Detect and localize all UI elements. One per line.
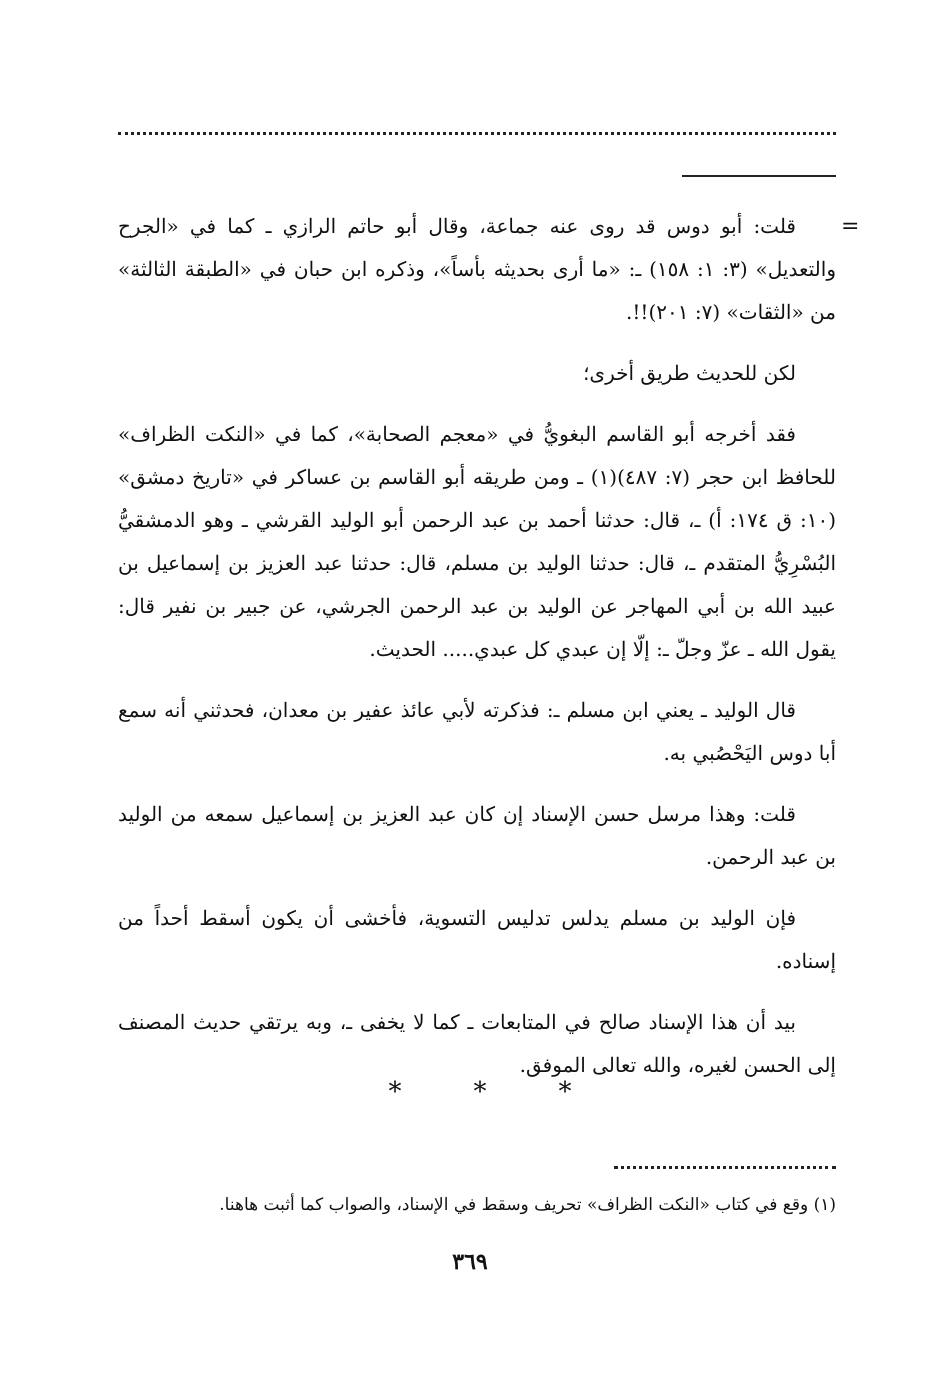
- paragraph-5: قلت: وهذا مرسل حسن الإسناد إن كان عبد العزيز بن إسماعيل سمعه من الوليد بن عبد الرحمن.: [118, 802, 836, 869]
- main-text: [118, 205, 836, 1105]
- paragraph-2: لكن للحديث طريق أخرى؛: [583, 361, 796, 385]
- page-number: ٣٦٩: [452, 1249, 488, 1275]
- footnote: (١) وقع في كتاب «النكت الظراف» تحريف وسقط في الإسناد، والصواب كما أثبت هاهنا.: [219, 1195, 836, 1215]
- footnote-dotted-rule: [614, 1166, 836, 1169]
- paragraph-4: قال الوليد ـ يعني ابن مسلم ـ: فذكرته لأبي عائذ عفير بن معدان، فحدثني أنه سمع أبا دوس اليَحْصُبي به.: [118, 698, 836, 765]
- paragraph-1: قلت: أبو دوس قد روى عنه جماعة، وقال أبو حاتم الرازي ـ كما في «الجرح والتعديل» (٣: ١: ١٥٨) ـ: «ما أرى بحديثه بأساً»، وذكره ابن حبان في «الطبقة الثالثة» من «الثقات» (٧: ٢٠١)!!.: [118, 214, 836, 324]
- separator-star: *: [388, 1077, 402, 1107]
- paragraph-7: بيد أن هذا الإسناد صالح في المتابعات ـ كما لا يخفى ـ، وبه يرتقي حديث المصنف إلى الحسن لغيره، والله تعالى الموفق.: [118, 1010, 836, 1077]
- separator-star: *: [473, 1077, 487, 1107]
- paragraph-3: فقد أخرجه أبو القاسم البغويُّ في «معجم الصحابة»، كما في «النكت الظراف» للحافظ ابن حجر (٧: ٤٨٧)(١) ـ ومن طريقه أبو القاسم بن عساكر في «تاريخ دمشق» (١٠: ق ١٧٤: أ) ـ، قال: حدثنا أحمد بن عبد الرحمن أبو الوليد القرشي ـ وهو الدمشقيُّ البُسْرِيُّ المتقدم ـ، قال: حدثنا الوليد بن مسلم، قال: حدثنا عبد العزيز بن إسماعيل بن عبيد الله بن أبي المهاجر عن الوليد بن عبد الرحمن الجرشي، عن جبير بن نفير قال: يقول الله ـ عزّ وجلّ ـ: إلّا إن عبدي كل عبدي..... الحديث.: [118, 422, 836, 661]
- separator-star: *: [558, 1077, 572, 1107]
- header-short-rule: [682, 175, 836, 177]
- top-dotted-rule: [118, 132, 836, 135]
- section-separator: [380, 1077, 580, 1107]
- paragraph-6: فإن الوليد بن مسلم يدلس تدليس التسوية، فأخشى أن يكون أسقط أحداً من إسناده.: [118, 906, 836, 973]
- continuation-mark: =: [841, 214, 860, 239]
